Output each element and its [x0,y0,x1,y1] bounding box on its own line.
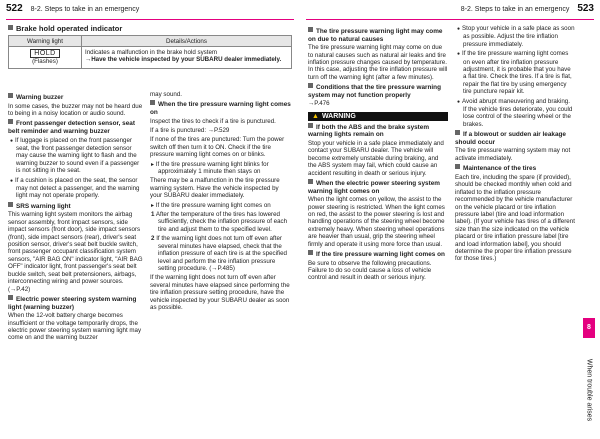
warning-header: ▲ WARNING [308,112,448,121]
paragraph: There may be a malfunction in the tire pressure warning system. Have the vehicle inspected by your SUBARU dealer immediately. [150,177,280,200]
square-bullet-icon [455,164,460,169]
square-bullet-icon [308,179,313,184]
right-page-number: 523 [577,3,594,14]
paragraph: If the warning light does not turn off even after several minutes have elapsed since performing the tire inflation pressure setting procedure, have the vehicle inspected by your SUBARU dealer as soon as possible. [150,274,290,311]
paragraph: Stop your vehicle in a safe place immediately and contact your SUBARU dealer. The vehicle will become extremely unstable during braking, and the ABS system may fail, which could cause an accident resulting in death or serious injury. [308,140,444,177]
heading-front-passenger: Front passenger detection sensor, seat belt reminder and warning buzzer [8,120,135,135]
left-column-2 [150,91,292,313]
warning-light-cell [9,47,82,69]
paragraph: may sound. [150,91,182,98]
square-bullet-icon [455,130,460,135]
paragraph: This warning light system monitors the airbag sensor assembly, front impact sensors, side impact sensors (front door), side impact sensors (front), side impact sensors (rear), driver's seat position sensor, driver's seat belt buckle switch, front passenger occupant classification system sensors, "AIR BAG ON" indicator light, "AIR BAG OFF" indicator light, front passenger's seat belt buckle switch, seat belt pretensioners, airbags, interconnecting wiring and power sources. (→P.42) [8,211,143,293]
heading-tire-warning: If the tire pressure warning light comes on [308,250,448,259]
paragraph: When the 12-volt battery charge becomes insufficient or the voltage temporarily drops, the electric power steering system warning light may come on and the warning buzzer [8,312,142,342]
heading-tire-pressure: When the tire pressure warning light comes on [150,101,291,116]
paragraph: The tire pressure warning system may not activate immediately. [455,147,571,162]
table-row [9,47,292,69]
paragraph: If none of the tires are punctured: Turn the power switch off then turn it to ON. Check if the tire pressure warning light comes on or blinks. [150,136,285,159]
heading-eps: Electric power steering system warning light (warning buzzer) [8,295,137,311]
light-state: (Flashes) [32,58,58,66]
square-bullet-icon [308,83,313,88]
chapter-tab[interactable]: 8 [583,318,595,338]
paragraph: Each tire, including the spare (if provided), should be checked monthly when cold and inflated to the inflation pressure recommended by the vehicle manufacturer on the vehicle placard or tire inflation pressure label (tire and load information label). (If your vehicle has tires of a different size than the size indicated on the vehicle placard or tire inflation pressure label [tire and load information label], you should determine the proper tire inflation pressure for those tires.) [455,173,575,263]
square-bullet-icon [8,93,13,98]
numbered-step: 2 If the warning light does not turn off even after several minutes have elapsed, check that the inflation pressure of each tire is at the specified level and perform the tire inflation pressure setting procedure. (→P.485) [151,235,287,272]
square-bullet-icon [8,295,13,300]
arrow-icon: → [85,56,92,64]
bullet-item: ● Stop your vehicle in a safe place as soon as possible. Adjust the tire inflation pressure immediately. [455,25,575,48]
left-column-1 [8,91,144,344]
right-column-1 [308,25,448,284]
left-page-header [6,3,294,20]
heading-conditions: Conditions that the tire pressure warning system may not function properly [308,84,441,99]
square-bullet-icon [8,25,13,30]
square-bullet-icon [8,119,13,124]
right-header-title: 8-2. Steps to take in an emergency [460,6,570,13]
square-bullet-icon [308,250,313,255]
left-page-number: 522 [6,3,23,14]
table-header-details: Details/Actions [82,36,292,47]
bullet-item: ● If a cushion is placed on the seat, the sensor may not detect a passenger, and the warning light may not operate properly. [8,177,144,200]
left-header-title: 8-2. Steps to take in an emergency [30,6,140,13]
bullet-item: ● If the tire pressure warning light comes on even after tire inflation pressure adjustment, it is probable that you have a flat tire. Check the tires. If a tire is flat, repair the flat tire by using emergency tire puncture repair kit. [455,50,575,95]
square-bullet-icon [308,27,313,32]
arrow-item: ▸ If the tire pressure warning light comes on [151,201,271,209]
details-cell [82,47,292,69]
square-bullet-icon [150,100,155,105]
arrow-item: ▸ If the tire pressure warning light blinks for approximately 1 minute then stays on [151,160,269,176]
heading-abs: If both the ABS and the brake system warning lights remain on [308,123,430,139]
heading-maintenance: Maintenance of the tires [455,164,575,173]
numbered-step: 1 After the temperature of the tires has lowered sufficiently, check the inflation pressure of each tire and adjust them to the specified level. [151,211,288,233]
page-reference[interactable]: If a tire is punctured: →P.529 [150,127,230,134]
right-page-header [306,3,594,20]
heading-srs: SRS warning light [8,202,144,211]
square-bullet-icon [8,202,13,207]
paragraph: The tire pressure warning light may come on due to natural causes such as natural air leaks and tire inflation pressure changes caused by temperature. In this case, adjusting the tire inflation pressure will turn off the warning light (after a few minutes). [308,44,448,81]
bullet-item: ● Avoid abrupt maneuvering and braking. If the vehicle tires deteriorate, you could lose control of the steering wheel or the brakes. [455,98,575,129]
heading-warning-buzzer: Warning buzzer [8,93,144,102]
warning-triangle-icon: ▲ [312,112,319,120]
square-bullet-icon [308,123,313,128]
table-header-warning-light: Warning light [9,36,82,47]
bullet-item: ● If luggage is placed on the front passenger seat, the front passenger detection sensor may cause the warning light to flash and the warning buzzer to sound even if a passenger is not sitting in the seat. [8,137,144,175]
right-column-2 [455,25,575,265]
paragraph: In some cases, the buzzer may not be heard due to being in a noisy location or audio sound. [8,102,143,117]
page-reference[interactable]: →P.476 [308,100,330,108]
paragraph: Inspect the tires to check if a tire is punctured. [150,117,276,125]
heading-eps-warning: When the electric power steering system warning light comes on [308,180,440,195]
details-text: Indicates a malfunction in the brake hold system [85,49,218,56]
warning-light-table [8,35,292,69]
details-action: Have the vehicle inspected by your SUBARU dealer immediately. [91,56,282,64]
chapter-tab-label: When trouble arises [585,358,593,422]
section-title: Brake hold operated indicator [8,24,122,33]
paragraph: When the light comes on yellow, the assist to the power steering is restricted. When the light comes on red, the assist to the power steering is lost and handling operations of the steering wheel become extremely heavy. When steering wheel operations are heavier than usual, grip the steering wheel firmly and operate it using more force than usual. [308,196,445,248]
paragraph: Be sure to observe the following precautions. Failure to do so could cause a loss of vehicle control and result in death or serious injury. [308,259,432,282]
heading-blowout: If a blowout or sudden air leakage should occur [455,131,566,146]
hold-indicator-icon: HOLD [30,49,59,58]
heading-natural-causes: The tire pressure warning light may come on due to natural causes [308,28,443,43]
